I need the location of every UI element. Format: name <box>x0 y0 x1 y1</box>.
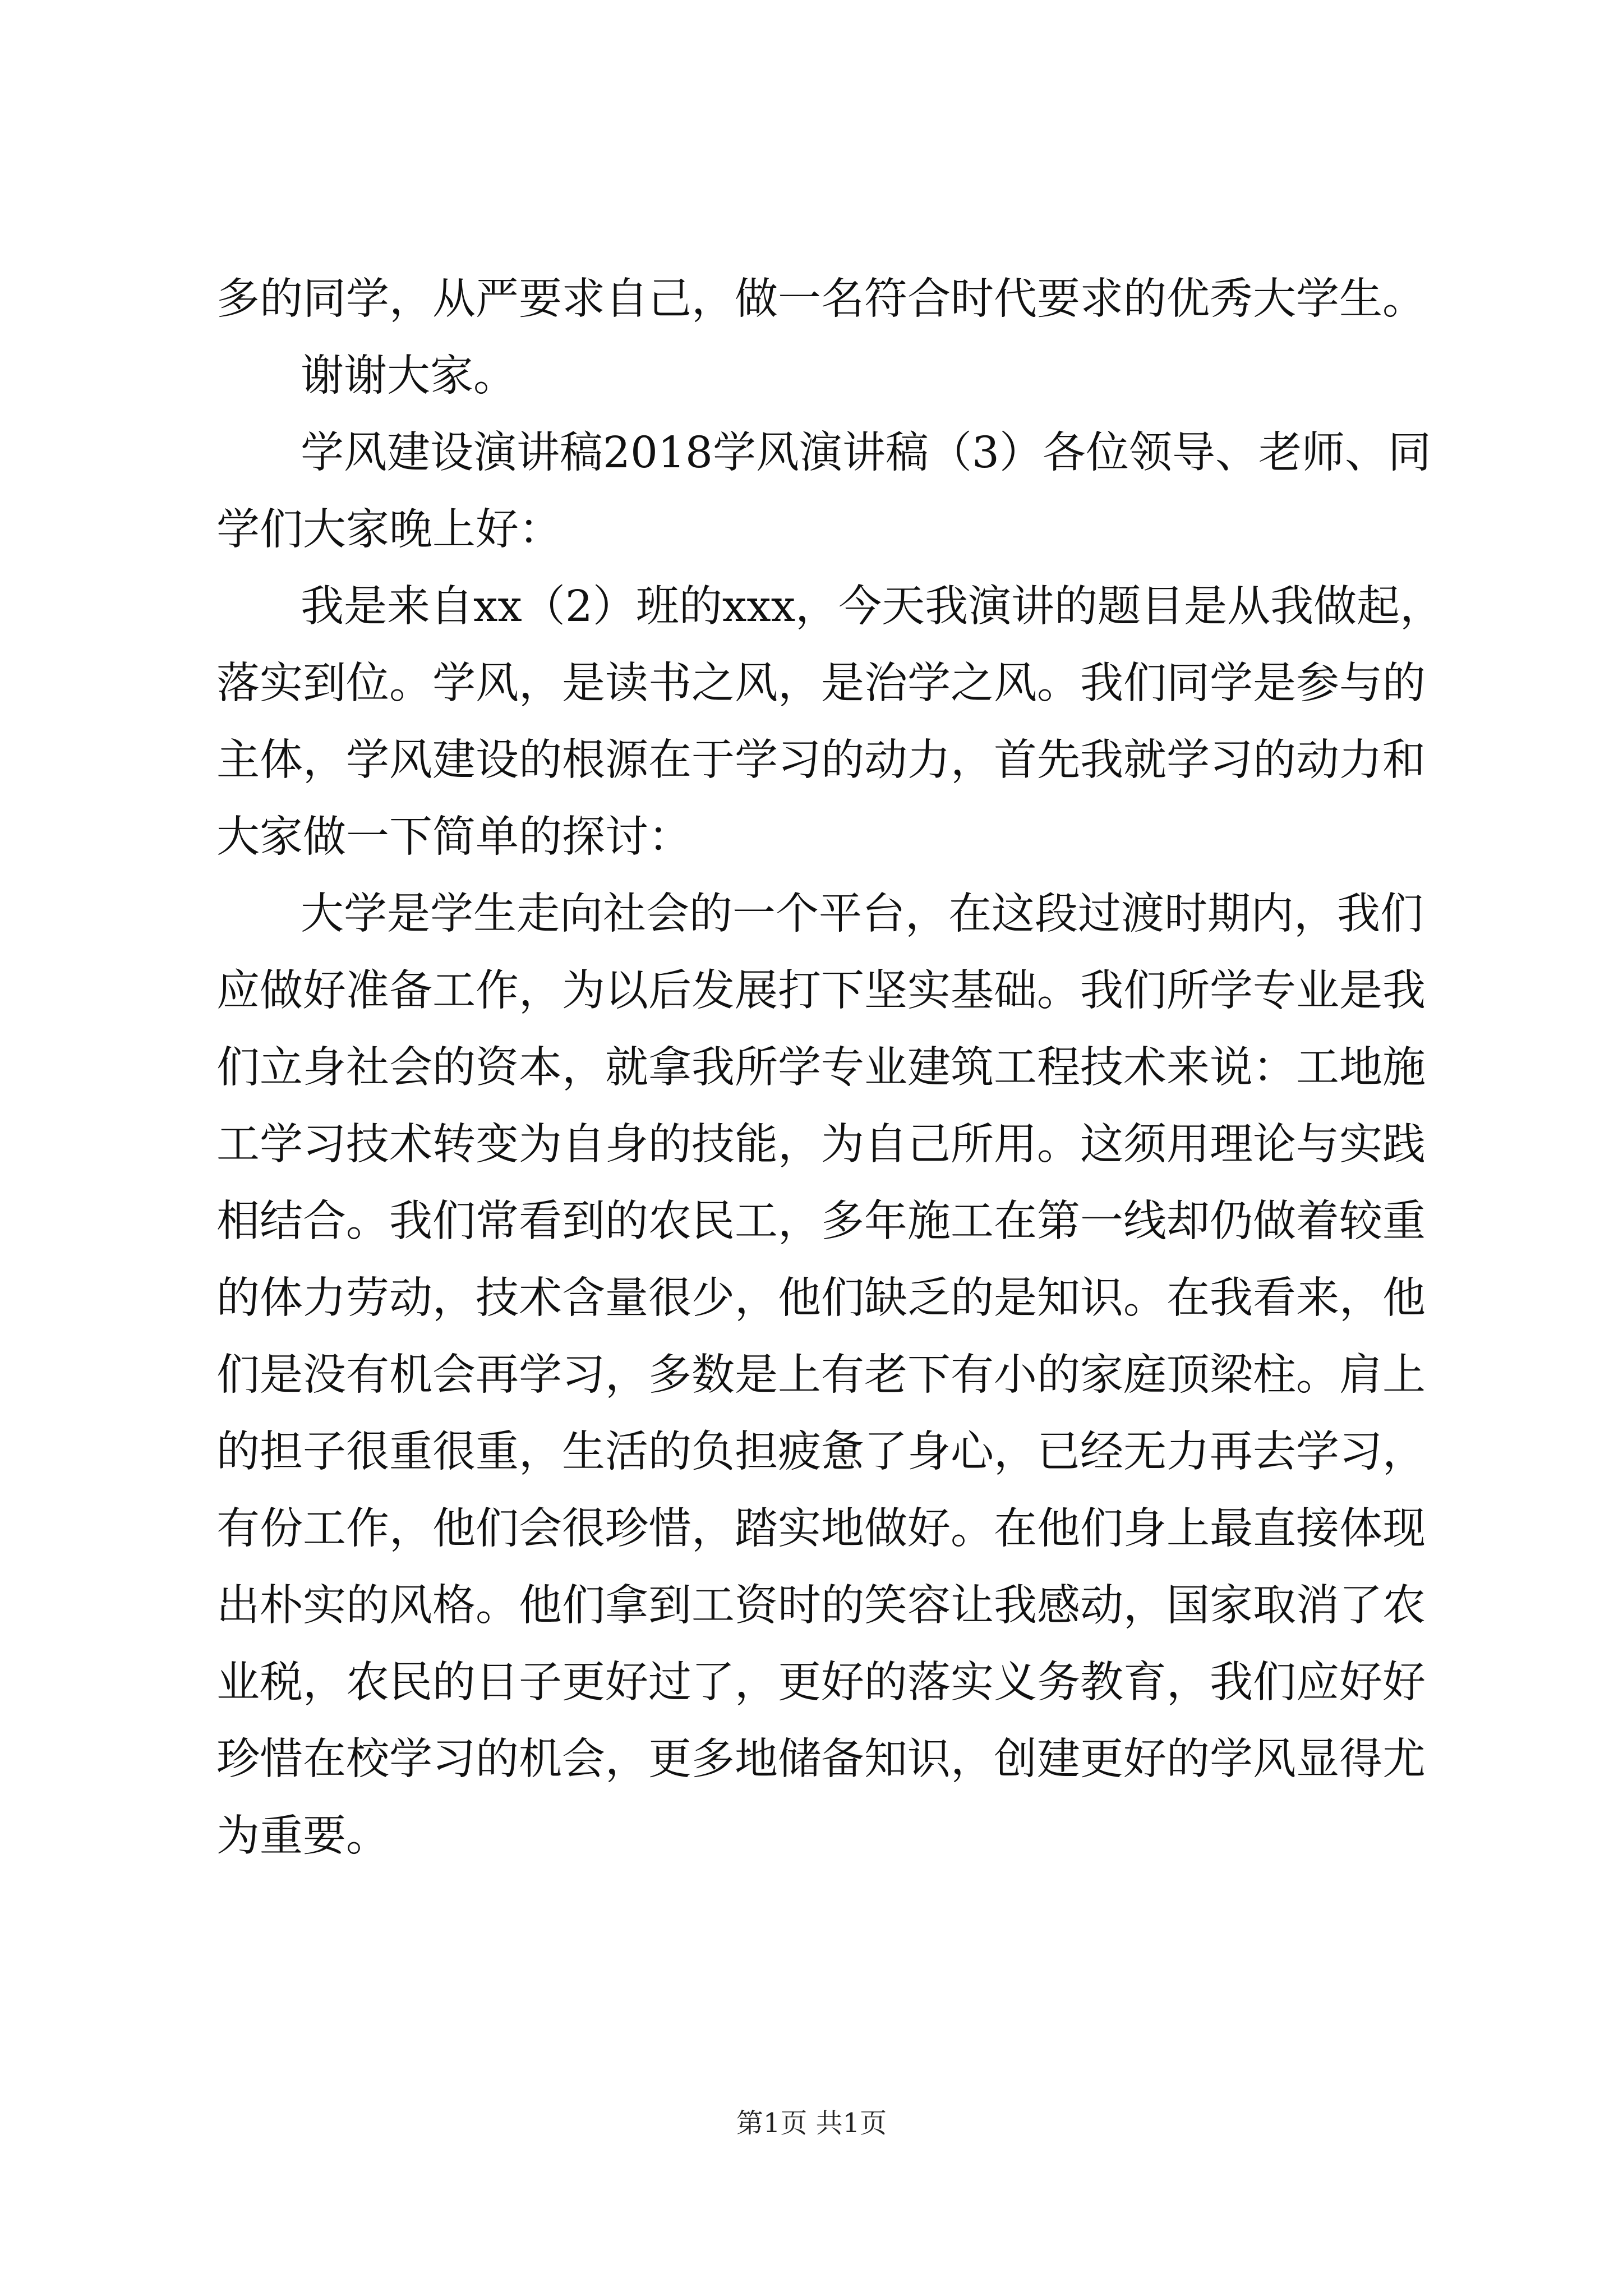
text-line: 大家做一下简单的探讨： <box>216 812 691 862</box>
text-line: 落实到位。学风，是读书之风，是治学之风。我们同学是参与的 <box>216 659 1426 708</box>
text-line: 们是没有机会再学习，多数是上有老下有小的家庭顶梁柱。肩上 <box>216 1350 1426 1400</box>
text-line: 谢谢大家。 <box>301 351 517 401</box>
text-line: 我是来自xx（2）班的xxx，今天我演讲的题目是从我做起， <box>301 582 1444 632</box>
text-line: 的体力劳动，技术含量很少，他们缺乏的是知识。在我看来，他 <box>216 1273 1426 1323</box>
text-line: 为重要。 <box>216 1811 389 1861</box>
document-body <box>216 261 1444 1875</box>
text-line: 大学是学生走向社会的一个平台，在这段过渡时期内，我们 <box>301 889 1423 939</box>
text-line: 学风建设演讲稿2018学风演讲稿（3）各位领导、老师、同 <box>301 428 1431 478</box>
text-line: 相结合。我们常看到的农民工，多年施工在第一线却仍做着较重 <box>216 1197 1426 1246</box>
text-line: 出朴实的风格。他们拿到工资时的笑容让我感动，国家取消了农 <box>216 1581 1426 1631</box>
text-line: 工学习技术转变为自身的技能，为自己所用。这须用理论与实践 <box>216 1120 1426 1170</box>
text-line: 应做好准备工作，为以后发展打下坚实基础。我们所学专业是我 <box>216 966 1426 1016</box>
text-line: 们立身社会的资本，就拿我所学专业建筑工程技术来说：工地施 <box>216 1043 1426 1093</box>
text-line: 学们大家晚上好： <box>216 505 562 555</box>
text-line: 业税，农民的日子更好过了，更好的落实义务教育，我们应好好 <box>216 1658 1426 1708</box>
page-footer: 第1页 共1页 <box>736 2108 887 2139</box>
text-line: 的担子很重很重，生活的负担疲惫了身心，已经无力再去学习， <box>216 1427 1426 1477</box>
text-line: 有份工作，他们会很珍惜，踏实地做好。在他们身上最直接体现 <box>216 1504 1426 1554</box>
text-line: 主体，学风建设的根源在于学习的动力，首先我就学习的动力和 <box>216 735 1426 785</box>
text-line: 珍惜在校学习的机会，更多地储备知识，创建更好的学风显得尤 <box>216 1734 1426 1784</box>
text-line: 多的同学，从严要求自己，做一名符合时代要求的优秀大学生。 <box>216 274 1426 324</box>
